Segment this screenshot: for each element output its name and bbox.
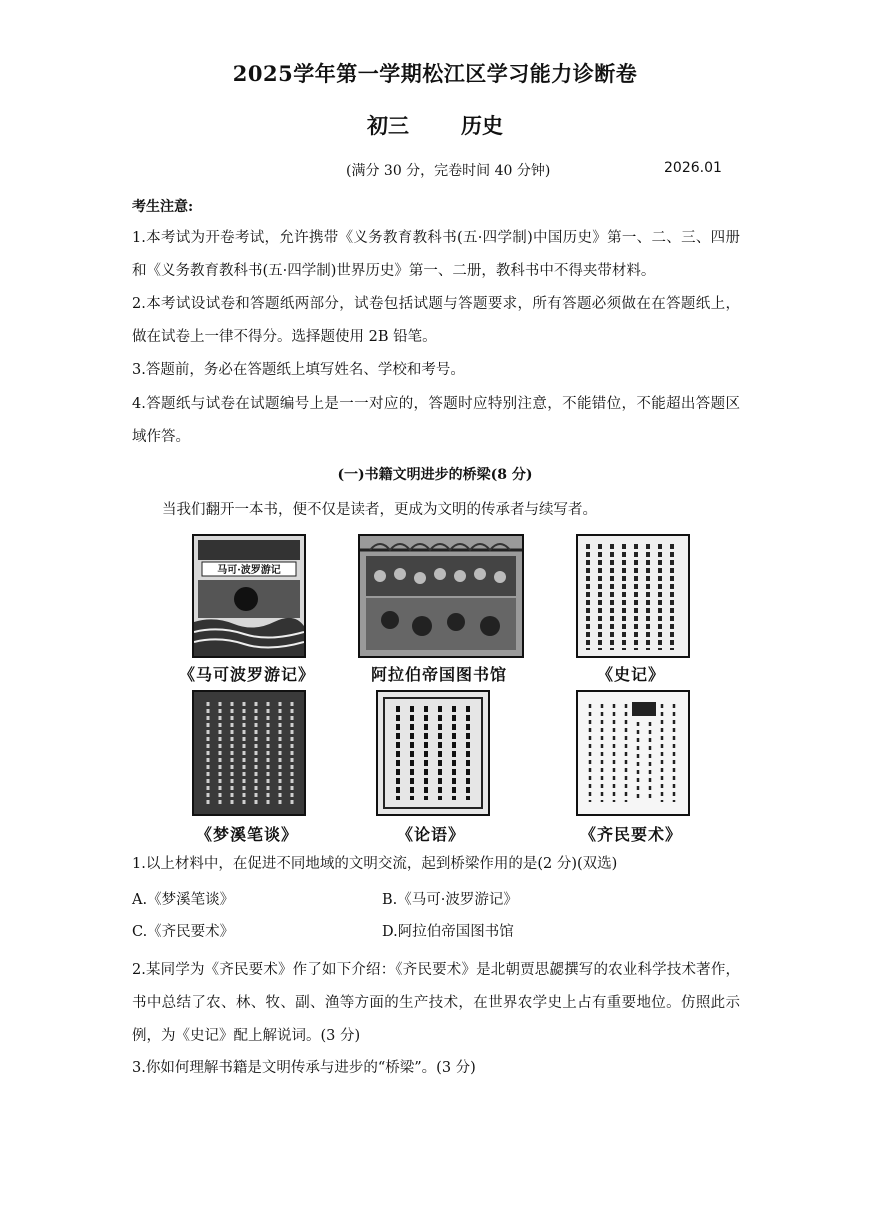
shiji-image [576, 534, 690, 658]
marco-polo-banner: 马可·波罗游记 [217, 565, 281, 576]
caption-lunyu: 《论语》 [396, 825, 465, 844]
notice-item: 3.答题前，务必在答题纸上填写姓名、学校和考号。 [132, 362, 465, 378]
caption-marco-polo: 《马可波罗游记》 [178, 665, 315, 684]
question-1-option-c: C.《齐民要术》 [132, 924, 235, 940]
caption-mengxi-bitan: 《梦溪笔谈》 [195, 825, 298, 844]
qimin-yaoshu-image [576, 690, 690, 816]
notice-item: 1.本考试为开卷考试，允许携带《义务教育教科书(五·四学制)中国历史》第一、二、三、四册和《义务教育教科书(五·四学制)世界历史》第一、二册，教科书中不得夹带材料。 [132, 230, 740, 279]
subject-label: 历史 [461, 113, 503, 138]
section-intro: 当我们翻开一本书，便不仅是读者，更成为文明的传承者与续写者。 [162, 502, 597, 518]
caption-shiji: 《史记》 [596, 665, 665, 684]
exam-title: 2025学年第一学期松江区学习能力诊断卷 [232, 61, 638, 86]
question-1-stem: 1.以上材料中，在促进不同地域的文明交流，起到桥梁作用的是(2 分)(双选) [132, 856, 618, 872]
score-time: (满分 30 分，完卷时间 40 分钟) [346, 163, 551, 179]
lunyu-image [376, 690, 490, 816]
question-1-option-b: B.《马可·波罗游记》 [382, 892, 518, 908]
mengxi-bitan-image [192, 690, 306, 816]
exam-date: 2026.01 [664, 160, 722, 176]
caption-qimin-yaoshu: 《齐民要术》 [579, 825, 682, 844]
question-2: 2.某同学为《齐民要术》作了如下介绍：《齐民要术》是北朝贾思勰撰写的农业科学技术著作，书中总结了农、林、牧、副、渔等方面的生产技术，在世界农学史上占有重要地位。仿照此示例，为《史记》配上解说词。(3 分) [132, 962, 740, 1044]
question-1-option-a: A.《梦溪笔谈》 [132, 892, 235, 908]
notice-item: 4.答题纸与试卷在试题编号上是一一对应的，答题时应特别注意，不能错位，不能超出答题区域作答。 [132, 396, 740, 445]
question-3: 3.你如何理解书籍是文明传承与进步的“桥梁”。(3 分) [132, 1060, 476, 1076]
exam-subject-line [0, 110, 870, 140]
marco-polo-book-image [192, 534, 306, 658]
arab-library-image [358, 534, 524, 658]
question-1-option-d: D.阿拉伯帝国图书馆 [382, 924, 514, 940]
caption-arab-library: 阿拉伯帝国图书馆 [370, 665, 507, 684]
notice-item: 2.本考试设试卷和答题纸两部分，试卷包括试题与答题要求，所有答题必须做在在答题纸上，做在试卷上一律不得分。选择题使用 2B 铅笔。 [132, 296, 740, 345]
grade-label: 初三 [367, 113, 409, 138]
notice-heading: 考生注意: [132, 199, 194, 215]
section-heading: (一)书籍文明进步的桥梁(8 分) [337, 467, 533, 483]
